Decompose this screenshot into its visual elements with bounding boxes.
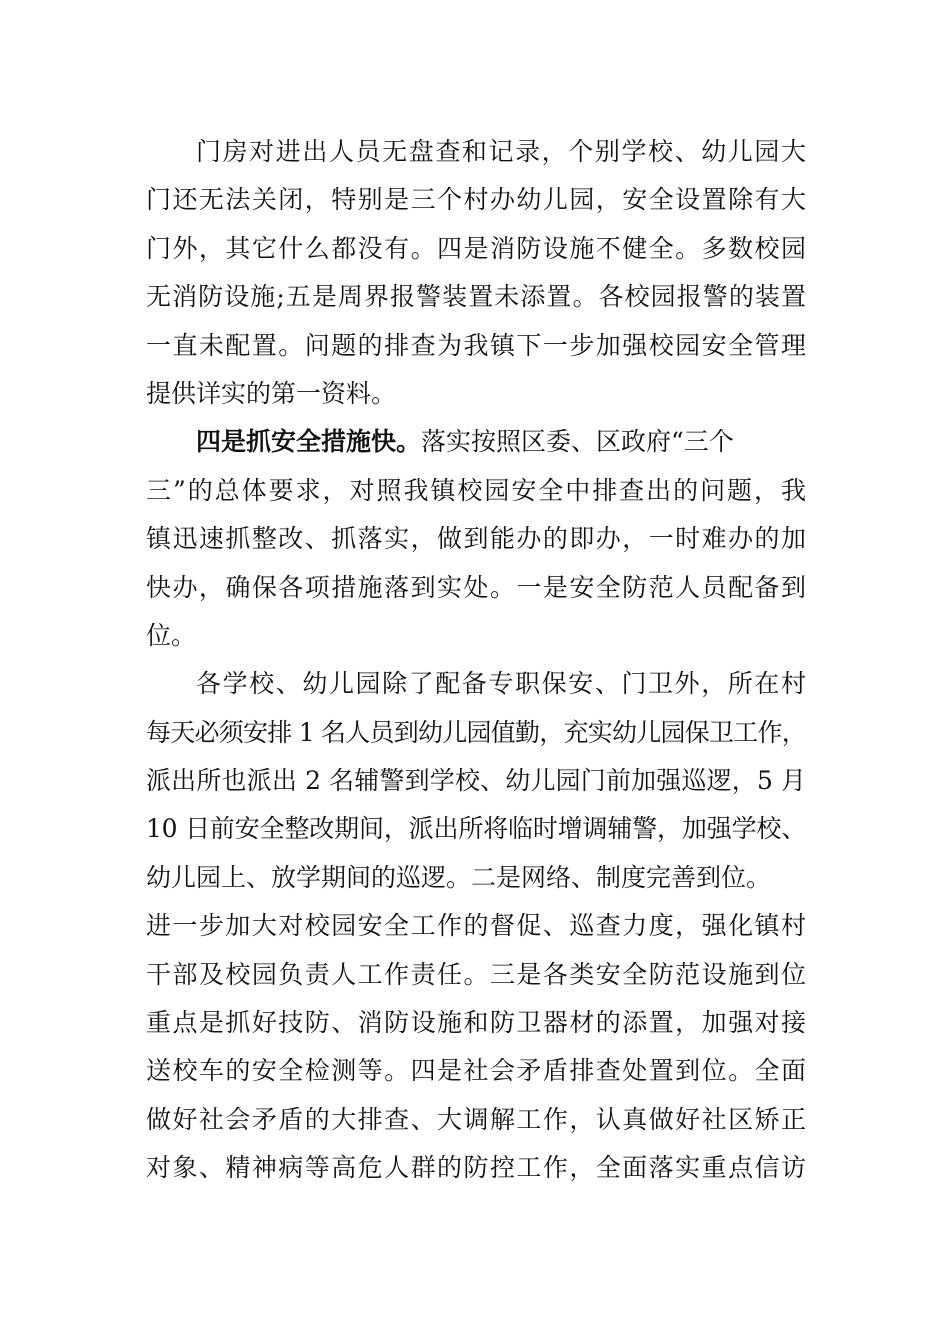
text-span: 落实按照区委、区政府“三个 xyxy=(421,427,734,457)
text-line: 门还无法关闭，特别是三个村办幼儿园，安全设置除有大 xyxy=(146,185,806,215)
paragraph-staffing xyxy=(146,660,806,1192)
text-line: 对象、精神病等高危人群的防控工作，全面落实重点信访 xyxy=(146,1153,806,1183)
text-line: 10 日前安全整改期间，派出所将临时增调辅警，加强学校、 xyxy=(146,814,806,844)
paragraph-safety-measures xyxy=(146,418,806,660)
text-line: 进一步加大对校园安全工作的督促、巡查力度，强化镇村 xyxy=(146,911,806,941)
text-line: 三”的总体要求，对照我镇校园安全中排查出的问题，我 xyxy=(146,475,806,505)
text-line: 镇迅速抓整改、抓落实，做到能办的即办，一时难办的加 xyxy=(146,524,806,554)
text-line: 做好社会矛盾的大排查、大调解工作，认真做好社区矫正 xyxy=(146,1104,806,1134)
text-line: 一直未配置。问题的排查为我镇下一步加强校园安全管理 xyxy=(146,330,806,360)
text-line xyxy=(146,418,806,466)
text-line: 门外，其它什么都没有。四是消防设施不健全。多数校园 xyxy=(146,233,806,263)
text-line: 门房对进出人员无盘查和记录，个别学校、幼儿园大 xyxy=(196,137,806,166)
text-line: 幼儿园上、放学期间的巡逻。二是网络、制度完善到位。 xyxy=(146,862,772,892)
text-line: 快办，确保各项措施落到实处。一是安全防范人员配备到 xyxy=(146,572,806,602)
paragraph-school-inspection xyxy=(146,128,806,418)
text-line: 提供详实的第一资料。 xyxy=(146,378,397,408)
text-line: 各学校、幼儿园除了配备专职保安、门卫外，所在村 xyxy=(196,669,806,699)
section-heading: 四是抓安全措施快。 xyxy=(196,427,422,457)
text-line: 位。 xyxy=(146,620,197,650)
text-line: 每天必须安排 1 名人员到幼儿园值勤，充实幼儿园保卫工作， xyxy=(146,717,807,747)
text-line: 重点是抓好技防、消防设施和防卫器材的添置，加强对接 xyxy=(146,1008,806,1038)
text-line: 派出所也派出 2 名辅警到学校、幼儿园门前加强巡逻，5 月 xyxy=(146,766,806,796)
document-body xyxy=(146,128,806,1193)
text-line: 送校车的安全检测等。四是社会矛盾排查处置到位。全面 xyxy=(146,1056,806,1086)
text-line: 无消防设施;五是周界报警装置未添置。各校园报警的装置 xyxy=(146,282,806,312)
text-line: 干部及校园负责人工作责任。三是各类安全防范设施到位 xyxy=(146,959,806,989)
